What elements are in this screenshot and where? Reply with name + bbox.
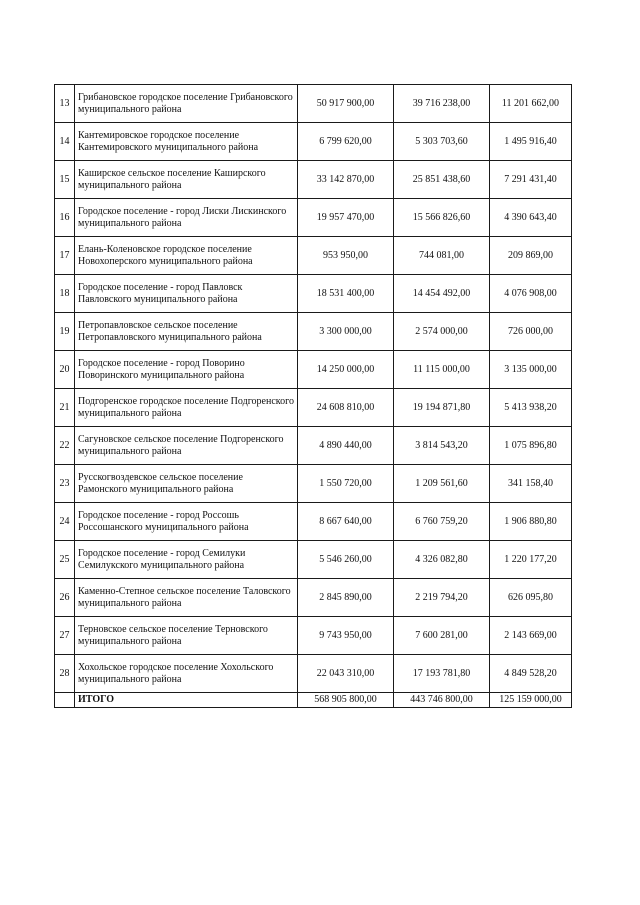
settlement-name: Городское поселение - город Павловск Павловского муниципального района bbox=[75, 275, 298, 313]
row-number: 14 bbox=[55, 123, 75, 161]
settlement-name: Городское поселение - город Лиски Лискинского муниципального района bbox=[75, 199, 298, 237]
settlement-name: Кантемировское городское поселение Кантемировского муниципального района bbox=[75, 123, 298, 161]
table-row bbox=[55, 465, 572, 503]
total-amount: 5 546 260,00 bbox=[298, 541, 394, 579]
total-amount: 2 845 890,00 bbox=[298, 579, 394, 617]
settlement-name: Хохольское городское поселение Хохольского муниципального района bbox=[75, 655, 298, 693]
settlement-name: Русскогвоздевское сельское поселение Рамонского муниципального района bbox=[75, 465, 298, 503]
regional-amount: 2 219 794,20 bbox=[394, 579, 490, 617]
local-amount: 4 390 643,40 bbox=[490, 199, 572, 237]
local-amount: 1 495 916,40 bbox=[490, 123, 572, 161]
table-row bbox=[55, 161, 572, 199]
grand-total-amount: 568 905 800,00 bbox=[298, 693, 394, 708]
settlement-name: Грибановское городское поселение Грибановского муниципального района bbox=[75, 85, 298, 123]
table-row bbox=[55, 655, 572, 693]
settlement-name: Елань-Коленовское городское поселение Новохоперского муниципального района bbox=[75, 237, 298, 275]
total-amount: 9 743 950,00 bbox=[298, 617, 394, 655]
regional-amount: 39 716 238,00 bbox=[394, 85, 490, 123]
row-number: 15 bbox=[55, 161, 75, 199]
regional-amount: 25 851 438,60 bbox=[394, 161, 490, 199]
local-amount: 11 201 662,00 bbox=[490, 85, 572, 123]
local-amount: 1 906 880,80 bbox=[490, 503, 572, 541]
row-number: 18 bbox=[55, 275, 75, 313]
row-number: 27 bbox=[55, 617, 75, 655]
regional-amount: 1 209 561,60 bbox=[394, 465, 490, 503]
funding-table bbox=[54, 84, 572, 708]
settlement-name: Городское поселение - город Россошь Россошанского муниципального района bbox=[75, 503, 298, 541]
row-number: 16 bbox=[55, 199, 75, 237]
regional-amount: 19 194 871,80 bbox=[394, 389, 490, 427]
local-amount: 626 095,80 bbox=[490, 579, 572, 617]
local-amount: 209 869,00 bbox=[490, 237, 572, 275]
regional-amount: 15 566 826,60 bbox=[394, 199, 490, 237]
table-row bbox=[55, 579, 572, 617]
total-amount: 953 950,00 bbox=[298, 237, 394, 275]
table-row bbox=[55, 313, 572, 351]
funding-table-body bbox=[55, 85, 572, 708]
total-amount: 14 250 000,00 bbox=[298, 351, 394, 389]
total-amount: 22 043 310,00 bbox=[298, 655, 394, 693]
row-number: 20 bbox=[55, 351, 75, 389]
regional-amount: 14 454 492,00 bbox=[394, 275, 490, 313]
local-amount: 726 000,00 bbox=[490, 313, 572, 351]
row-number: 23 bbox=[55, 465, 75, 503]
settlement-name: Петропавловское сельское поселение Петропавловского муниципального района bbox=[75, 313, 298, 351]
row-number: 26 bbox=[55, 579, 75, 617]
row-number: 24 bbox=[55, 503, 75, 541]
settlement-name: Городское поселение - город Поворино Поворинского муниципального района bbox=[75, 351, 298, 389]
regional-amount: 11 115 000,00 bbox=[394, 351, 490, 389]
regional-amount: 3 814 543,20 bbox=[394, 427, 490, 465]
settlement-name: Сагуновское сельское поселение Подгоренского муниципального района bbox=[75, 427, 298, 465]
row-number: 13 bbox=[55, 85, 75, 123]
settlement-name: Терновское сельское поселение Терновского муниципального района bbox=[75, 617, 298, 655]
local-amount: 1 220 177,20 bbox=[490, 541, 572, 579]
regional-amount: 17 193 781,80 bbox=[394, 655, 490, 693]
local-amount: 341 158,40 bbox=[490, 465, 572, 503]
table-row bbox=[55, 427, 572, 465]
total-amount: 24 608 810,00 bbox=[298, 389, 394, 427]
local-amount: 4 849 528,20 bbox=[490, 655, 572, 693]
total-amount: 50 917 900,00 bbox=[298, 85, 394, 123]
settlement-name: Подгоренское городское поселение Подгоренского муниципального района bbox=[75, 389, 298, 427]
row-number: 19 bbox=[55, 313, 75, 351]
settlement-name: Каменно-Степное сельское поселение Таловского муниципального района bbox=[75, 579, 298, 617]
row-number: 25 bbox=[55, 541, 75, 579]
grand-local-amount: 125 159 000,00 bbox=[490, 693, 572, 708]
row-number: 28 bbox=[55, 655, 75, 693]
local-amount: 4 076 908,00 bbox=[490, 275, 572, 313]
local-amount: 5 413 938,20 bbox=[490, 389, 572, 427]
table-row bbox=[55, 237, 572, 275]
regional-amount: 5 303 703,60 bbox=[394, 123, 490, 161]
local-amount: 1 075 896,80 bbox=[490, 427, 572, 465]
local-amount: 2 143 669,00 bbox=[490, 617, 572, 655]
table-row bbox=[55, 541, 572, 579]
settlement-name: Городское поселение - город Семилуки Семилукского муниципального района bbox=[75, 541, 298, 579]
total-amount: 33 142 870,00 bbox=[298, 161, 394, 199]
total-amount: 6 799 620,00 bbox=[298, 123, 394, 161]
regional-amount: 6 760 759,20 bbox=[394, 503, 490, 541]
row-number: 22 bbox=[55, 427, 75, 465]
regional-amount: 744 081,00 bbox=[394, 237, 490, 275]
regional-amount: 4 326 082,80 bbox=[394, 541, 490, 579]
total-row-number bbox=[55, 693, 75, 708]
table-row bbox=[55, 123, 572, 161]
local-amount: 3 135 000,00 bbox=[490, 351, 572, 389]
total-row bbox=[55, 693, 572, 708]
row-number: 21 bbox=[55, 389, 75, 427]
table-row bbox=[55, 275, 572, 313]
total-amount: 1 550 720,00 bbox=[298, 465, 394, 503]
grand-regional-amount: 443 746 800,00 bbox=[394, 693, 490, 708]
total-amount: 4 890 440,00 bbox=[298, 427, 394, 465]
table-row bbox=[55, 617, 572, 655]
row-number: 17 bbox=[55, 237, 75, 275]
table-row bbox=[55, 85, 572, 123]
total-amount: 8 667 640,00 bbox=[298, 503, 394, 541]
table-row bbox=[55, 351, 572, 389]
table-row bbox=[55, 199, 572, 237]
total-amount: 18 531 400,00 bbox=[298, 275, 394, 313]
total-amount: 3 300 000,00 bbox=[298, 313, 394, 351]
total-amount: 19 957 470,00 bbox=[298, 199, 394, 237]
regional-amount: 7 600 281,00 bbox=[394, 617, 490, 655]
table-row bbox=[55, 503, 572, 541]
total-label: ИТОГО bbox=[75, 693, 298, 708]
table-row bbox=[55, 389, 572, 427]
settlement-name: Каширское сельское поселение Каширского муниципального района bbox=[75, 161, 298, 199]
regional-amount: 2 574 000,00 bbox=[394, 313, 490, 351]
local-amount: 7 291 431,40 bbox=[490, 161, 572, 199]
